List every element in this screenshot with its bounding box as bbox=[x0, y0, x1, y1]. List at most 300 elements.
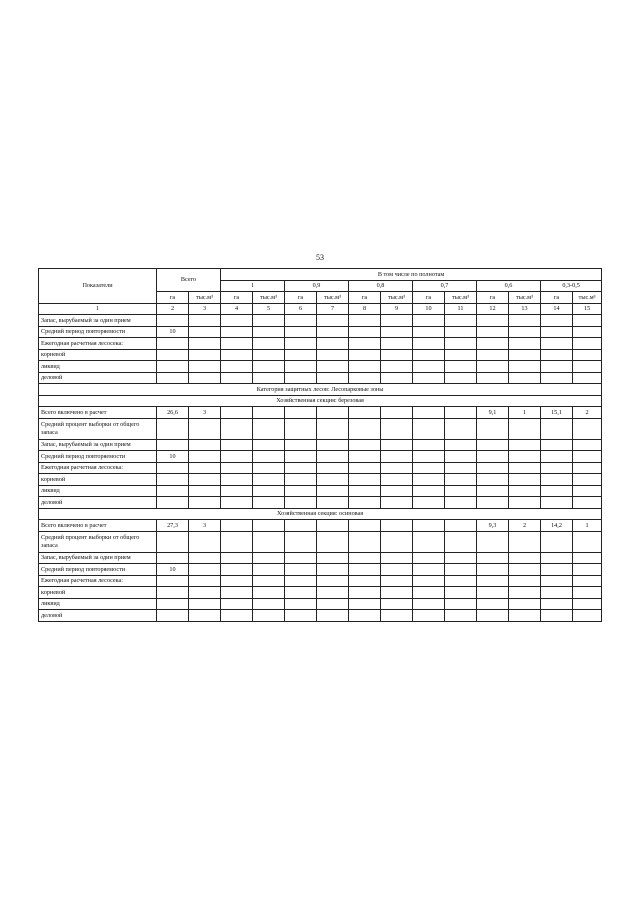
table-row bbox=[39, 407, 602, 419]
row-value bbox=[445, 497, 477, 509]
row-value bbox=[445, 587, 477, 599]
row-value bbox=[157, 349, 189, 361]
row-value bbox=[221, 372, 253, 384]
row-value bbox=[285, 326, 317, 338]
row-value bbox=[189, 485, 221, 497]
header-unit-volume: тыс.м³ bbox=[189, 292, 221, 304]
row-value bbox=[573, 474, 602, 486]
row-value: 26,6 bbox=[157, 407, 189, 419]
row-value bbox=[253, 338, 285, 350]
row-value bbox=[221, 474, 253, 486]
row-value bbox=[445, 315, 477, 327]
row-value bbox=[541, 361, 573, 373]
row-value bbox=[189, 610, 221, 622]
row-value bbox=[541, 610, 573, 622]
row-value bbox=[285, 575, 317, 587]
row-value bbox=[509, 439, 541, 451]
row-value bbox=[573, 587, 602, 599]
row-value bbox=[221, 531, 253, 552]
row-value bbox=[253, 372, 285, 384]
row-value: 10 bbox=[157, 564, 189, 576]
row-value bbox=[477, 326, 509, 338]
row-label: ликвид bbox=[39, 361, 157, 373]
row-value bbox=[509, 338, 541, 350]
header-unit-volume: тыс.м³ bbox=[381, 292, 413, 304]
column-number: 12 bbox=[477, 303, 509, 315]
row-value bbox=[157, 418, 189, 439]
row-value bbox=[573, 372, 602, 384]
row-value bbox=[285, 451, 317, 463]
header-density: 0,6 bbox=[477, 280, 541, 292]
row-value bbox=[221, 418, 253, 439]
row-value bbox=[189, 418, 221, 439]
row-value bbox=[541, 474, 573, 486]
row-value bbox=[189, 587, 221, 599]
row-value bbox=[285, 564, 317, 576]
row-value bbox=[509, 451, 541, 463]
row-value: 10 bbox=[157, 451, 189, 463]
row-value bbox=[349, 520, 381, 532]
column-number: 11 bbox=[445, 303, 477, 315]
header-unit-ha: га bbox=[477, 292, 509, 304]
row-value bbox=[509, 531, 541, 552]
row-value bbox=[189, 349, 221, 361]
table-row bbox=[39, 587, 602, 599]
table-row bbox=[39, 520, 602, 532]
row-value bbox=[285, 372, 317, 384]
row-value bbox=[189, 372, 221, 384]
row-value bbox=[541, 372, 573, 384]
row-value bbox=[413, 587, 445, 599]
row-value bbox=[285, 315, 317, 327]
row-value bbox=[253, 485, 285, 497]
row-value bbox=[413, 407, 445, 419]
row-value bbox=[445, 564, 477, 576]
row-value bbox=[317, 372, 349, 384]
table-row bbox=[39, 575, 602, 587]
row-label: ликвид bbox=[39, 485, 157, 497]
row-value bbox=[477, 575, 509, 587]
row-value bbox=[509, 315, 541, 327]
row-value: 9,1 bbox=[477, 407, 509, 419]
row-value bbox=[349, 564, 381, 576]
row-value bbox=[541, 564, 573, 576]
row-value bbox=[253, 361, 285, 373]
row-value bbox=[317, 418, 349, 439]
row-value bbox=[381, 462, 413, 474]
row-value bbox=[157, 552, 189, 564]
row-value bbox=[349, 462, 381, 474]
row-value bbox=[509, 497, 541, 509]
row-value bbox=[317, 361, 349, 373]
row-value bbox=[253, 587, 285, 599]
row-value bbox=[157, 485, 189, 497]
column-number: 6 bbox=[285, 303, 317, 315]
row-value bbox=[157, 338, 189, 350]
row-value bbox=[317, 587, 349, 599]
row-value bbox=[509, 485, 541, 497]
row-value bbox=[221, 598, 253, 610]
row-value bbox=[189, 315, 221, 327]
row-value bbox=[349, 485, 381, 497]
row-value bbox=[221, 407, 253, 419]
row-value bbox=[253, 474, 285, 486]
row-value bbox=[221, 564, 253, 576]
row-value bbox=[573, 497, 602, 509]
row-label: Средний период повторяемости bbox=[39, 564, 157, 576]
row-value bbox=[509, 575, 541, 587]
row-value bbox=[477, 610, 509, 622]
row-value bbox=[413, 361, 445, 373]
row-label: Всего включено в расчет bbox=[39, 520, 157, 532]
row-value bbox=[445, 520, 477, 532]
row-value bbox=[253, 564, 285, 576]
section-title: Хозяйственная секция: березовая bbox=[39, 395, 602, 407]
row-value bbox=[349, 439, 381, 451]
row-value bbox=[381, 349, 413, 361]
row-value bbox=[477, 418, 509, 439]
row-value bbox=[413, 372, 445, 384]
row-value bbox=[541, 552, 573, 564]
row-value bbox=[477, 315, 509, 327]
row-value bbox=[349, 372, 381, 384]
header-unit-volume: тыс.м³ bbox=[445, 292, 477, 304]
row-value bbox=[285, 587, 317, 599]
row-value bbox=[349, 338, 381, 350]
table-row bbox=[39, 372, 602, 384]
row-value bbox=[413, 564, 445, 576]
table-row bbox=[39, 485, 602, 497]
row-value bbox=[509, 552, 541, 564]
header-unit-ha: га bbox=[349, 292, 381, 304]
row-value bbox=[317, 552, 349, 564]
column-number: 3 bbox=[189, 303, 221, 315]
row-value bbox=[285, 407, 317, 419]
row-value bbox=[317, 439, 349, 451]
row-value bbox=[189, 338, 221, 350]
row-value bbox=[285, 338, 317, 350]
row-value bbox=[317, 564, 349, 576]
row-value bbox=[413, 451, 445, 463]
row-value bbox=[349, 598, 381, 610]
row-value bbox=[445, 485, 477, 497]
section-title-row bbox=[39, 508, 602, 520]
row-value bbox=[189, 564, 221, 576]
row-value bbox=[541, 531, 573, 552]
row-value bbox=[253, 610, 285, 622]
row-value bbox=[157, 372, 189, 384]
row-value bbox=[221, 326, 253, 338]
row-value bbox=[157, 598, 189, 610]
row-value bbox=[317, 349, 349, 361]
row-value bbox=[381, 598, 413, 610]
row-label: корневой bbox=[39, 474, 157, 486]
header-density: 0,7 bbox=[413, 280, 477, 292]
row-value bbox=[381, 564, 413, 576]
row-label: Всего включено в расчет bbox=[39, 407, 157, 419]
row-value bbox=[445, 575, 477, 587]
table-row bbox=[39, 338, 602, 350]
row-value bbox=[381, 326, 413, 338]
row-value bbox=[157, 462, 189, 474]
table-row bbox=[39, 564, 602, 576]
row-value bbox=[477, 372, 509, 384]
column-number: 14 bbox=[541, 303, 573, 315]
header-density: 0,8 bbox=[349, 280, 413, 292]
header-total: Всего bbox=[157, 269, 221, 292]
table-row bbox=[39, 451, 602, 463]
row-value bbox=[189, 326, 221, 338]
row-value bbox=[477, 552, 509, 564]
row-value bbox=[381, 338, 413, 350]
row-value bbox=[477, 439, 509, 451]
column-number: 10 bbox=[413, 303, 445, 315]
row-value bbox=[477, 497, 509, 509]
row-label: Запас, вырубаемый за один прием bbox=[39, 552, 157, 564]
row-value bbox=[157, 439, 189, 451]
row-value bbox=[477, 587, 509, 599]
row-value bbox=[477, 338, 509, 350]
row-value bbox=[221, 349, 253, 361]
row-label: Ежегодная расчетная лесосека: bbox=[39, 575, 157, 587]
row-value bbox=[317, 485, 349, 497]
row-value bbox=[573, 349, 602, 361]
row-label: Средний процент выборки от общего запаса bbox=[39, 418, 157, 439]
row-value bbox=[349, 361, 381, 373]
row-value bbox=[189, 575, 221, 587]
row-value bbox=[573, 326, 602, 338]
row-value bbox=[221, 315, 253, 327]
row-value bbox=[253, 451, 285, 463]
row-value bbox=[381, 418, 413, 439]
row-value bbox=[317, 315, 349, 327]
table-row bbox=[39, 474, 602, 486]
row-value bbox=[477, 361, 509, 373]
section-title: Хозяйственная секция: осиновая bbox=[39, 508, 602, 520]
row-value: 2 bbox=[509, 520, 541, 532]
row-value bbox=[413, 349, 445, 361]
row-value bbox=[413, 531, 445, 552]
row-label: ликвид bbox=[39, 598, 157, 610]
row-value bbox=[381, 552, 413, 564]
row-value bbox=[349, 531, 381, 552]
row-value bbox=[157, 315, 189, 327]
row-value bbox=[285, 418, 317, 439]
row-value bbox=[381, 610, 413, 622]
row-value bbox=[189, 598, 221, 610]
row-value bbox=[221, 485, 253, 497]
row-label: деловой bbox=[39, 610, 157, 622]
row-value bbox=[445, 451, 477, 463]
header-unit-volume: тыс.м³ bbox=[317, 292, 349, 304]
row-value bbox=[221, 451, 253, 463]
row-value bbox=[445, 418, 477, 439]
section-title-row bbox=[39, 395, 602, 407]
header-unit-volume: тыс.м³ bbox=[509, 292, 541, 304]
row-label: Средний период повторяемости bbox=[39, 451, 157, 463]
row-value bbox=[381, 439, 413, 451]
row-value: 9,3 bbox=[477, 520, 509, 532]
row-value bbox=[317, 338, 349, 350]
row-value bbox=[413, 474, 445, 486]
row-value bbox=[445, 338, 477, 350]
row-value bbox=[221, 552, 253, 564]
table-row bbox=[39, 531, 602, 552]
row-value bbox=[509, 610, 541, 622]
row-value bbox=[253, 418, 285, 439]
table-row bbox=[39, 497, 602, 509]
row-value bbox=[189, 439, 221, 451]
row-label: деловой bbox=[39, 372, 157, 384]
row-label: Средний процент выборки от общего запаса bbox=[39, 531, 157, 552]
row-value bbox=[477, 485, 509, 497]
row-value bbox=[541, 315, 573, 327]
column-number: 8 bbox=[349, 303, 381, 315]
row-value bbox=[285, 598, 317, 610]
row-value bbox=[157, 474, 189, 486]
row-value bbox=[349, 407, 381, 419]
row-value bbox=[381, 497, 413, 509]
row-value bbox=[349, 451, 381, 463]
row-value: 1 bbox=[509, 407, 541, 419]
allowable-cut-table bbox=[38, 268, 602, 622]
row-value bbox=[541, 598, 573, 610]
row-value bbox=[285, 610, 317, 622]
header-unit-ha: га bbox=[157, 292, 189, 304]
row-value bbox=[413, 610, 445, 622]
row-value bbox=[573, 575, 602, 587]
row-value bbox=[477, 451, 509, 463]
row-value bbox=[285, 349, 317, 361]
row-value bbox=[317, 474, 349, 486]
row-value bbox=[253, 552, 285, 564]
row-value bbox=[285, 474, 317, 486]
header-unit-ha: га bbox=[541, 292, 573, 304]
header-density: 1 bbox=[221, 280, 285, 292]
row-value bbox=[253, 531, 285, 552]
row-value bbox=[541, 439, 573, 451]
row-value bbox=[157, 497, 189, 509]
row-value bbox=[573, 418, 602, 439]
row-value bbox=[413, 418, 445, 439]
row-value bbox=[285, 531, 317, 552]
header-unit-ha: га bbox=[285, 292, 317, 304]
row-value bbox=[349, 349, 381, 361]
row-label: корневой bbox=[39, 349, 157, 361]
header-unit-volume: тыс.м³ bbox=[573, 292, 602, 304]
row-value bbox=[573, 564, 602, 576]
row-value bbox=[317, 451, 349, 463]
row-value bbox=[445, 361, 477, 373]
row-value bbox=[573, 361, 602, 373]
row-label: Средний период повторяемости bbox=[39, 326, 157, 338]
row-value bbox=[509, 474, 541, 486]
row-value bbox=[509, 349, 541, 361]
column-number: 2 bbox=[157, 303, 189, 315]
row-value bbox=[573, 451, 602, 463]
row-value bbox=[189, 531, 221, 552]
row-value bbox=[317, 575, 349, 587]
column-number: 1 bbox=[39, 303, 157, 315]
row-value bbox=[317, 462, 349, 474]
row-value bbox=[157, 610, 189, 622]
row-value bbox=[285, 497, 317, 509]
row-label: Ежегодная расчетная лесосека: bbox=[39, 338, 157, 350]
table-row bbox=[39, 326, 602, 338]
column-number: 5 bbox=[253, 303, 285, 315]
row-value bbox=[285, 485, 317, 497]
header-indicators: Показатели bbox=[39, 269, 157, 304]
row-value bbox=[285, 462, 317, 474]
row-value bbox=[509, 564, 541, 576]
row-value bbox=[413, 485, 445, 497]
row-value bbox=[157, 587, 189, 599]
row-value bbox=[317, 598, 349, 610]
row-value bbox=[413, 497, 445, 509]
row-value bbox=[157, 361, 189, 373]
header-by-density: В том числе по полнотам bbox=[221, 269, 602, 281]
row-value bbox=[253, 575, 285, 587]
row-value bbox=[381, 372, 413, 384]
row-value bbox=[445, 610, 477, 622]
row-value bbox=[349, 326, 381, 338]
row-value bbox=[445, 474, 477, 486]
row-value bbox=[189, 462, 221, 474]
row-value bbox=[253, 497, 285, 509]
row-value bbox=[413, 462, 445, 474]
row-label: Ежегодная расчетная лесосека: bbox=[39, 462, 157, 474]
row-value bbox=[317, 520, 349, 532]
row-value bbox=[509, 598, 541, 610]
row-value bbox=[285, 552, 317, 564]
table-row bbox=[39, 598, 602, 610]
row-value bbox=[221, 610, 253, 622]
column-number: 7 bbox=[317, 303, 349, 315]
row-value bbox=[413, 598, 445, 610]
row-value bbox=[317, 531, 349, 552]
row-value bbox=[253, 407, 285, 419]
row-value bbox=[573, 531, 602, 552]
row-value bbox=[541, 485, 573, 497]
row-value bbox=[381, 361, 413, 373]
row-value bbox=[253, 349, 285, 361]
row-value bbox=[413, 439, 445, 451]
row-value bbox=[349, 552, 381, 564]
header-unit-volume: тыс.м³ bbox=[253, 292, 285, 304]
row-value bbox=[317, 407, 349, 419]
row-value bbox=[445, 439, 477, 451]
row-value bbox=[445, 407, 477, 419]
row-value bbox=[541, 326, 573, 338]
row-value bbox=[541, 418, 573, 439]
row-value bbox=[541, 451, 573, 463]
row-value bbox=[189, 552, 221, 564]
row-value: 2 bbox=[573, 407, 602, 419]
row-value bbox=[509, 361, 541, 373]
row-value bbox=[413, 575, 445, 587]
row-value bbox=[253, 598, 285, 610]
table-row bbox=[39, 315, 602, 327]
row-value bbox=[381, 520, 413, 532]
row-value bbox=[381, 474, 413, 486]
row-value bbox=[509, 587, 541, 599]
row-value bbox=[573, 462, 602, 474]
row-value bbox=[253, 315, 285, 327]
row-value bbox=[509, 418, 541, 439]
row-value bbox=[541, 462, 573, 474]
row-value bbox=[445, 552, 477, 564]
column-number: 13 bbox=[509, 303, 541, 315]
